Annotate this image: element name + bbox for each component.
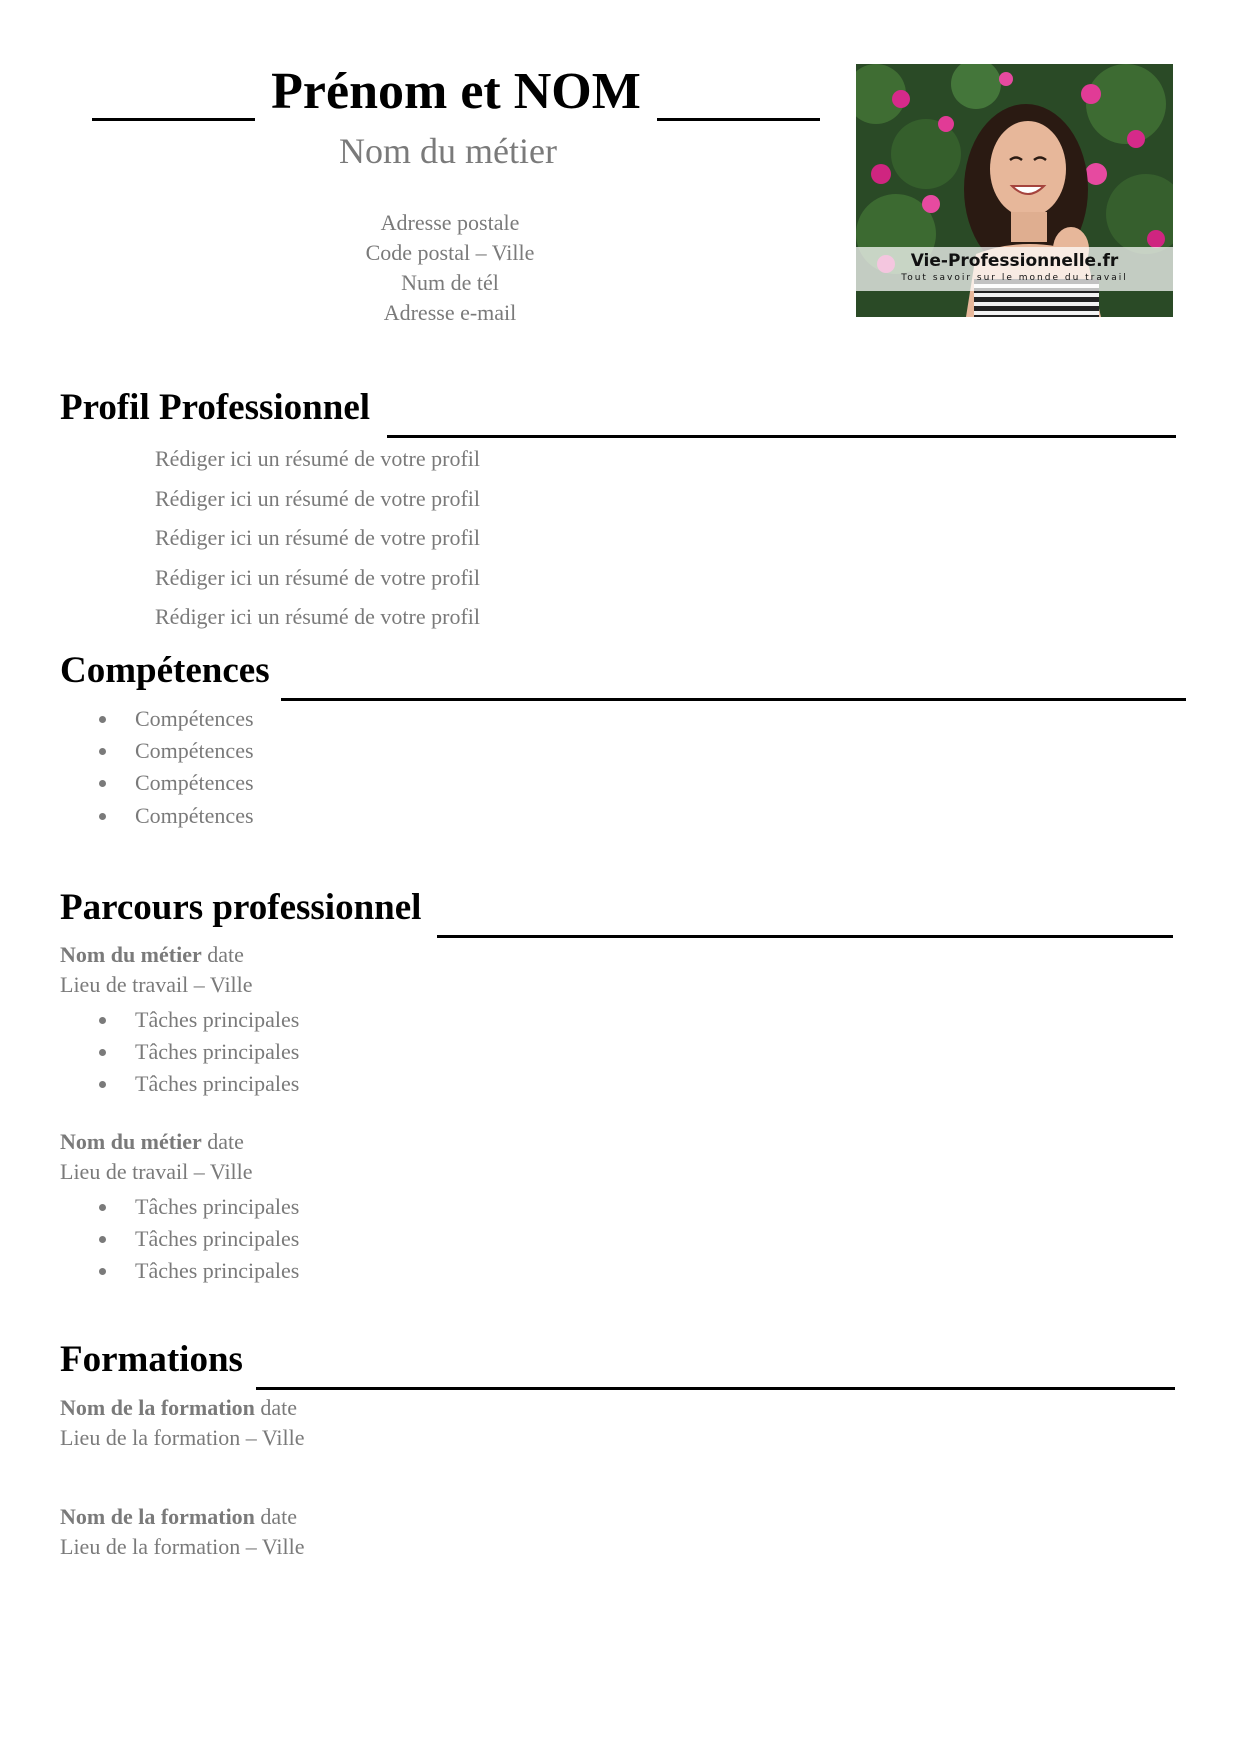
list-item: Compétences [60, 703, 254, 735]
education-title-row [60, 1393, 304, 1423]
education-place: Lieu de la formation – Ville [60, 1425, 305, 1450]
contact-phone: Num de tél [401, 270, 499, 295]
name-heading-block [92, 56, 820, 126]
education-date: date [260, 1395, 298, 1420]
list-item: Compétences [60, 800, 254, 832]
section-experience-heading [60, 870, 1173, 930]
skills-list [60, 703, 254, 832]
profile-photo [856, 64, 1173, 317]
profile-line: Rédiger ici un résumé de votre profil [155, 564, 481, 590]
education-entry [60, 1393, 304, 1453]
section-rule [437, 935, 1173, 938]
list-item: Tâches principales [60, 1223, 299, 1255]
job-tasks [60, 1004, 299, 1101]
job-title-row [60, 940, 253, 970]
education-name: Nom de la formation [60, 1395, 255, 1420]
education-title-row [60, 1502, 304, 1532]
profile-line: Rédiger ici un résumé de votre profil [155, 604, 481, 629]
education-date: date [260, 1504, 298, 1529]
education-place: Lieu de la formation – Ville [60, 1534, 305, 1559]
job-date: date [207, 942, 244, 967]
job-entry [60, 940, 253, 1000]
list-item: Tâches principales [60, 1191, 299, 1223]
profile-line: Rédiger ici un résumé de votre profil [155, 525, 481, 550]
contact-block [250, 208, 650, 328]
watermark-tagline: Tout savoir sur le monde du travail [901, 273, 1128, 283]
section-title: Profil Professionnel [60, 387, 371, 428]
list-item: Compétences [60, 735, 254, 767]
section-title: Parcours professionnel [60, 887, 422, 928]
contact-address: Adresse postale [380, 210, 520, 235]
education-entry [60, 1502, 304, 1562]
job-place: Lieu de travail – Ville [60, 1159, 253, 1184]
list-item: Tâches principales [60, 1255, 299, 1287]
profile-line: Rédiger ici un résumé de votre profil [155, 485, 481, 511]
watermark-title: Vie-Professionnelle.fr [910, 251, 1119, 271]
job-date: date [207, 1129, 244, 1154]
contact-postal-city: Code postal – Ville [365, 240, 535, 265]
job-title: Nom du métier [339, 131, 557, 171]
job-name: Nom du métier [60, 942, 202, 967]
list-item: Tâches principales [60, 1036, 299, 1068]
contact-email: Adresse e-mail [383, 300, 517, 325]
job-entry [60, 1127, 253, 1187]
job-place: Lieu de travail – Ville [60, 972, 253, 997]
section-title: Compétences [60, 650, 270, 691]
section-rule [256, 1387, 1175, 1390]
profile-summary [155, 443, 480, 641]
section-profile-heading [60, 370, 1176, 430]
candidate-name: Prénom et NOM [271, 63, 641, 120]
section-rule [281, 698, 1186, 701]
profile-line: Rédiger ici un résumé de votre profil [155, 446, 481, 471]
section-rule [387, 435, 1176, 438]
job-name: Nom du métier [60, 1129, 202, 1154]
list-item: Tâches principales [60, 1068, 299, 1100]
job-tasks [60, 1191, 299, 1288]
job-title-row [60, 1127, 253, 1157]
education-name: Nom de la formation [60, 1504, 255, 1529]
section-skills-heading [60, 633, 1186, 693]
list-item: Tâches principales [60, 1004, 299, 1036]
section-title: Formations [60, 1339, 243, 1380]
list-item: Compétences [60, 767, 254, 799]
section-education-heading [60, 1322, 1175, 1382]
